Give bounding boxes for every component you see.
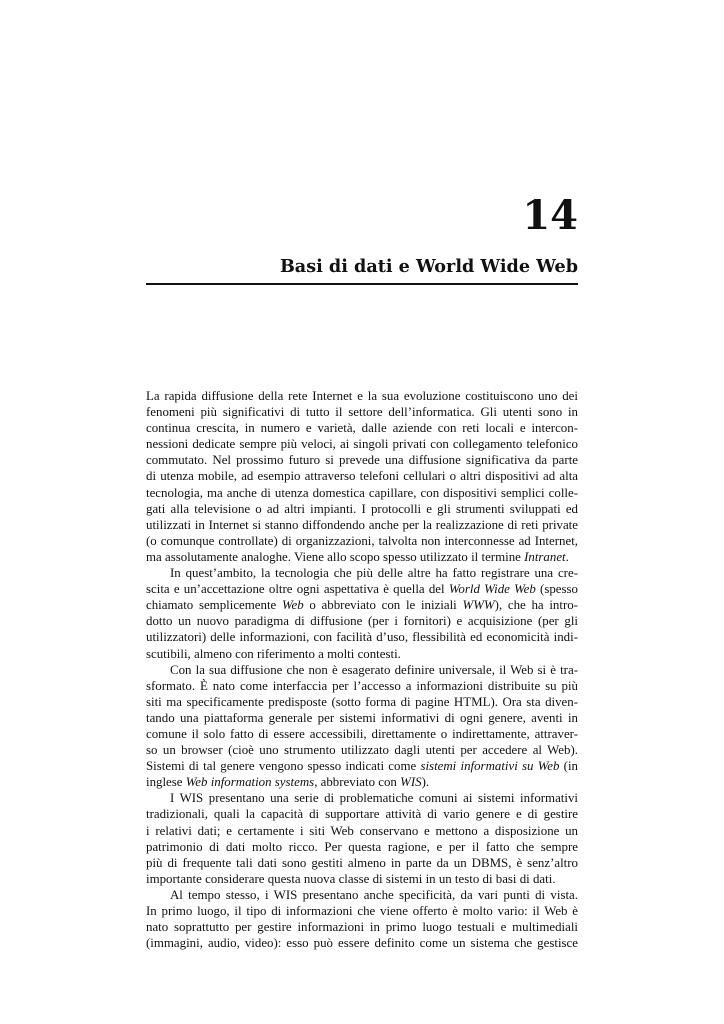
text-segment: scutibili, almeno con riferimento a molti contesti. [146, 646, 401, 661]
text-segment: chiamato semplicemente [146, 598, 282, 613]
text-segment: (immagini, audio, video): esso può essere definito come un sistema che gestisce [146, 936, 578, 951]
text-line [146, 533, 578, 549]
text-segment: nato soprattutto per gestire informazioni in primo luogo testuali e multimediali [146, 920, 578, 935]
text-line [146, 646, 578, 662]
italic-term: Web [281, 598, 304, 613]
text-segment: so un browser (cioè uno strumento utilizzato dagli utenti per accedere al Web). [146, 743, 578, 758]
text-line [146, 662, 578, 678]
text-segment: continua crescita, in numero e varietà, dalle aziende con reti locali e intercon- [146, 421, 578, 436]
text-line [146, 613, 578, 629]
chapter-title: Basi di dati e World Wide Web [279, 256, 578, 277]
text-line [146, 581, 578, 597]
text-line [146, 565, 578, 581]
text-line [146, 774, 578, 790]
text-segment: commutato. Nel prossimo futuro si prevede una diffusione significativa da parte [146, 453, 578, 468]
text-segment: Al tempo stesso, i WIS presentano anche specificità, da vari punti di vista. [170, 887, 578, 902]
text-line [146, 388, 578, 404]
italic-term: Intranet [524, 549, 566, 564]
text-segment: fenomeni più significativi di tutto il settore dell’informatica. Gli utenti sono in [146, 405, 578, 420]
text-segment: inglese [146, 775, 186, 790]
text-segment: (o comunque controllate) di organizzazioni, talvolta non interconnesse ad Internet, [146, 533, 578, 548]
text-line [146, 903, 578, 919]
text-segment: ma assolutamente analoghe. Viene allo scopo spesso utilizzato il termine [146, 549, 525, 564]
text-line [146, 485, 578, 501]
text-segment: I WIS presentano una serie di problematiche comuni ai sistemi informativi [170, 791, 578, 806]
text-segment: utilizzati in Internet si stanno diffondendo anche per la realizzazione di reti private [146, 517, 578, 532]
text-segment: più di frequente tali dati sono gestiti almeno in parte da un DBMS, è senz’altro [146, 855, 578, 870]
text-segment: tecnologia, ma anche di utenza domestica capillare, con dispositivi semplici colle- [146, 485, 578, 500]
text-segment: sformato. È nato come interfaccia per l’accesso a informazioni distribuite su più [146, 678, 578, 693]
text-line [146, 855, 578, 871]
text-segment: tradizionali, quali la capacità di supportare attività di vario genere e di gestire [146, 807, 578, 822]
text-segment: Sistemi di tal genere vengono spesso indicati come [146, 759, 421, 774]
text-line [146, 694, 578, 710]
text-line [146, 823, 578, 839]
text-line [146, 871, 578, 887]
italic-term: WWW [462, 598, 495, 613]
text-segment: In quest’ambito, la tecnologia che più delle altre ha fatto registrare una cre- [170, 566, 578, 581]
text-segment: . [565, 549, 569, 564]
italic-term: Web information systems [185, 775, 315, 790]
text-line [146, 549, 578, 565]
title-rule [146, 283, 578, 285]
text-line [146, 678, 578, 694]
text-segment: , abbreviato con [314, 775, 401, 790]
text-segment: (spesso [535, 582, 579, 597]
text-line [146, 468, 578, 484]
text-segment: ), che ha intro- [494, 598, 578, 613]
chapter-number: 14 [522, 192, 578, 239]
text-segment: gati alla televisione o ad altri impianti. I protocolli e gli strumenti sviluppati ed [146, 501, 578, 516]
text-line [146, 742, 578, 758]
text-segment: ). [421, 775, 430, 790]
text-segment: nessioni dedicate sempre più veloci, ai singoli privati con collegamento telefonico [146, 437, 578, 452]
text-segment: patrimonio di dati molto ricco. Per questa ragione, e per il fatto che sempre [146, 839, 578, 854]
text-line [146, 436, 578, 452]
text-line [146, 710, 578, 726]
italic-term: World Wide Web [448, 582, 536, 597]
text-segment: di utenza mobile, ad esempio attraverso telefoni cellulari o altri dispositivi ad alta [146, 469, 578, 484]
text-line [146, 452, 578, 468]
italic-term: sistemi informativi su Web [420, 759, 560, 774]
text-segment: siti ma specificamente predisposte (sotto forma di pagine HTML). Ora sta diven- [146, 694, 578, 709]
text-line [146, 517, 578, 533]
text-segment: In primo luogo, il tipo di informazioni che viene offerto è molto vario: il Web è [146, 904, 578, 918]
text-segment: dotto un nuovo paradigma di diffusione (per i fornitori) e acquisizione (per gli [146, 614, 578, 629]
text-line [146, 420, 578, 436]
text-line [146, 758, 578, 774]
text-segment: i relativi dati; e certamente i siti Web conservano e mettono a disposizione un [146, 823, 578, 838]
text-segment: Con la sua diffusione che non è esagerato definire universale, il Web si è tra- [170, 662, 578, 677]
text-line [146, 919, 578, 935]
text-segment: o abbreviato con le iniziali [303, 598, 463, 613]
text-line [146, 887, 578, 903]
text-segment: importante considerare questa nuova classe di sistemi in un testo di basi di dati. [146, 871, 556, 886]
text-segment: La rapida diffusione della rete Internet e la sua evoluzione costituiscono uno dei [146, 389, 578, 403]
text-line [146, 806, 578, 822]
text-segment: tando una piattaforma generale per sistemi informativi di ogni genere, aventi in [146, 710, 578, 725]
text-line [146, 790, 578, 806]
text-line [146, 935, 578, 951]
text-line [146, 629, 578, 645]
text-line [146, 839, 578, 855]
text-segment: (in [559, 759, 578, 774]
text-line [146, 501, 578, 517]
italic-term: WIS [400, 775, 422, 790]
text-segment: comune il solo fatto di essere accessibili, direttamente o indirettamente, attraver- [146, 726, 578, 741]
text-segment: scita e un’accettazione oltre ogni aspettativa è quella del [146, 582, 449, 597]
body-text [146, 388, 578, 951]
text-line [146, 597, 578, 613]
text-line [146, 404, 578, 420]
text-line [146, 726, 578, 742]
text-segment: utilizzatori) delle informazioni, con facilità d’uso, flessibilità ed economicità indi- [146, 630, 578, 645]
